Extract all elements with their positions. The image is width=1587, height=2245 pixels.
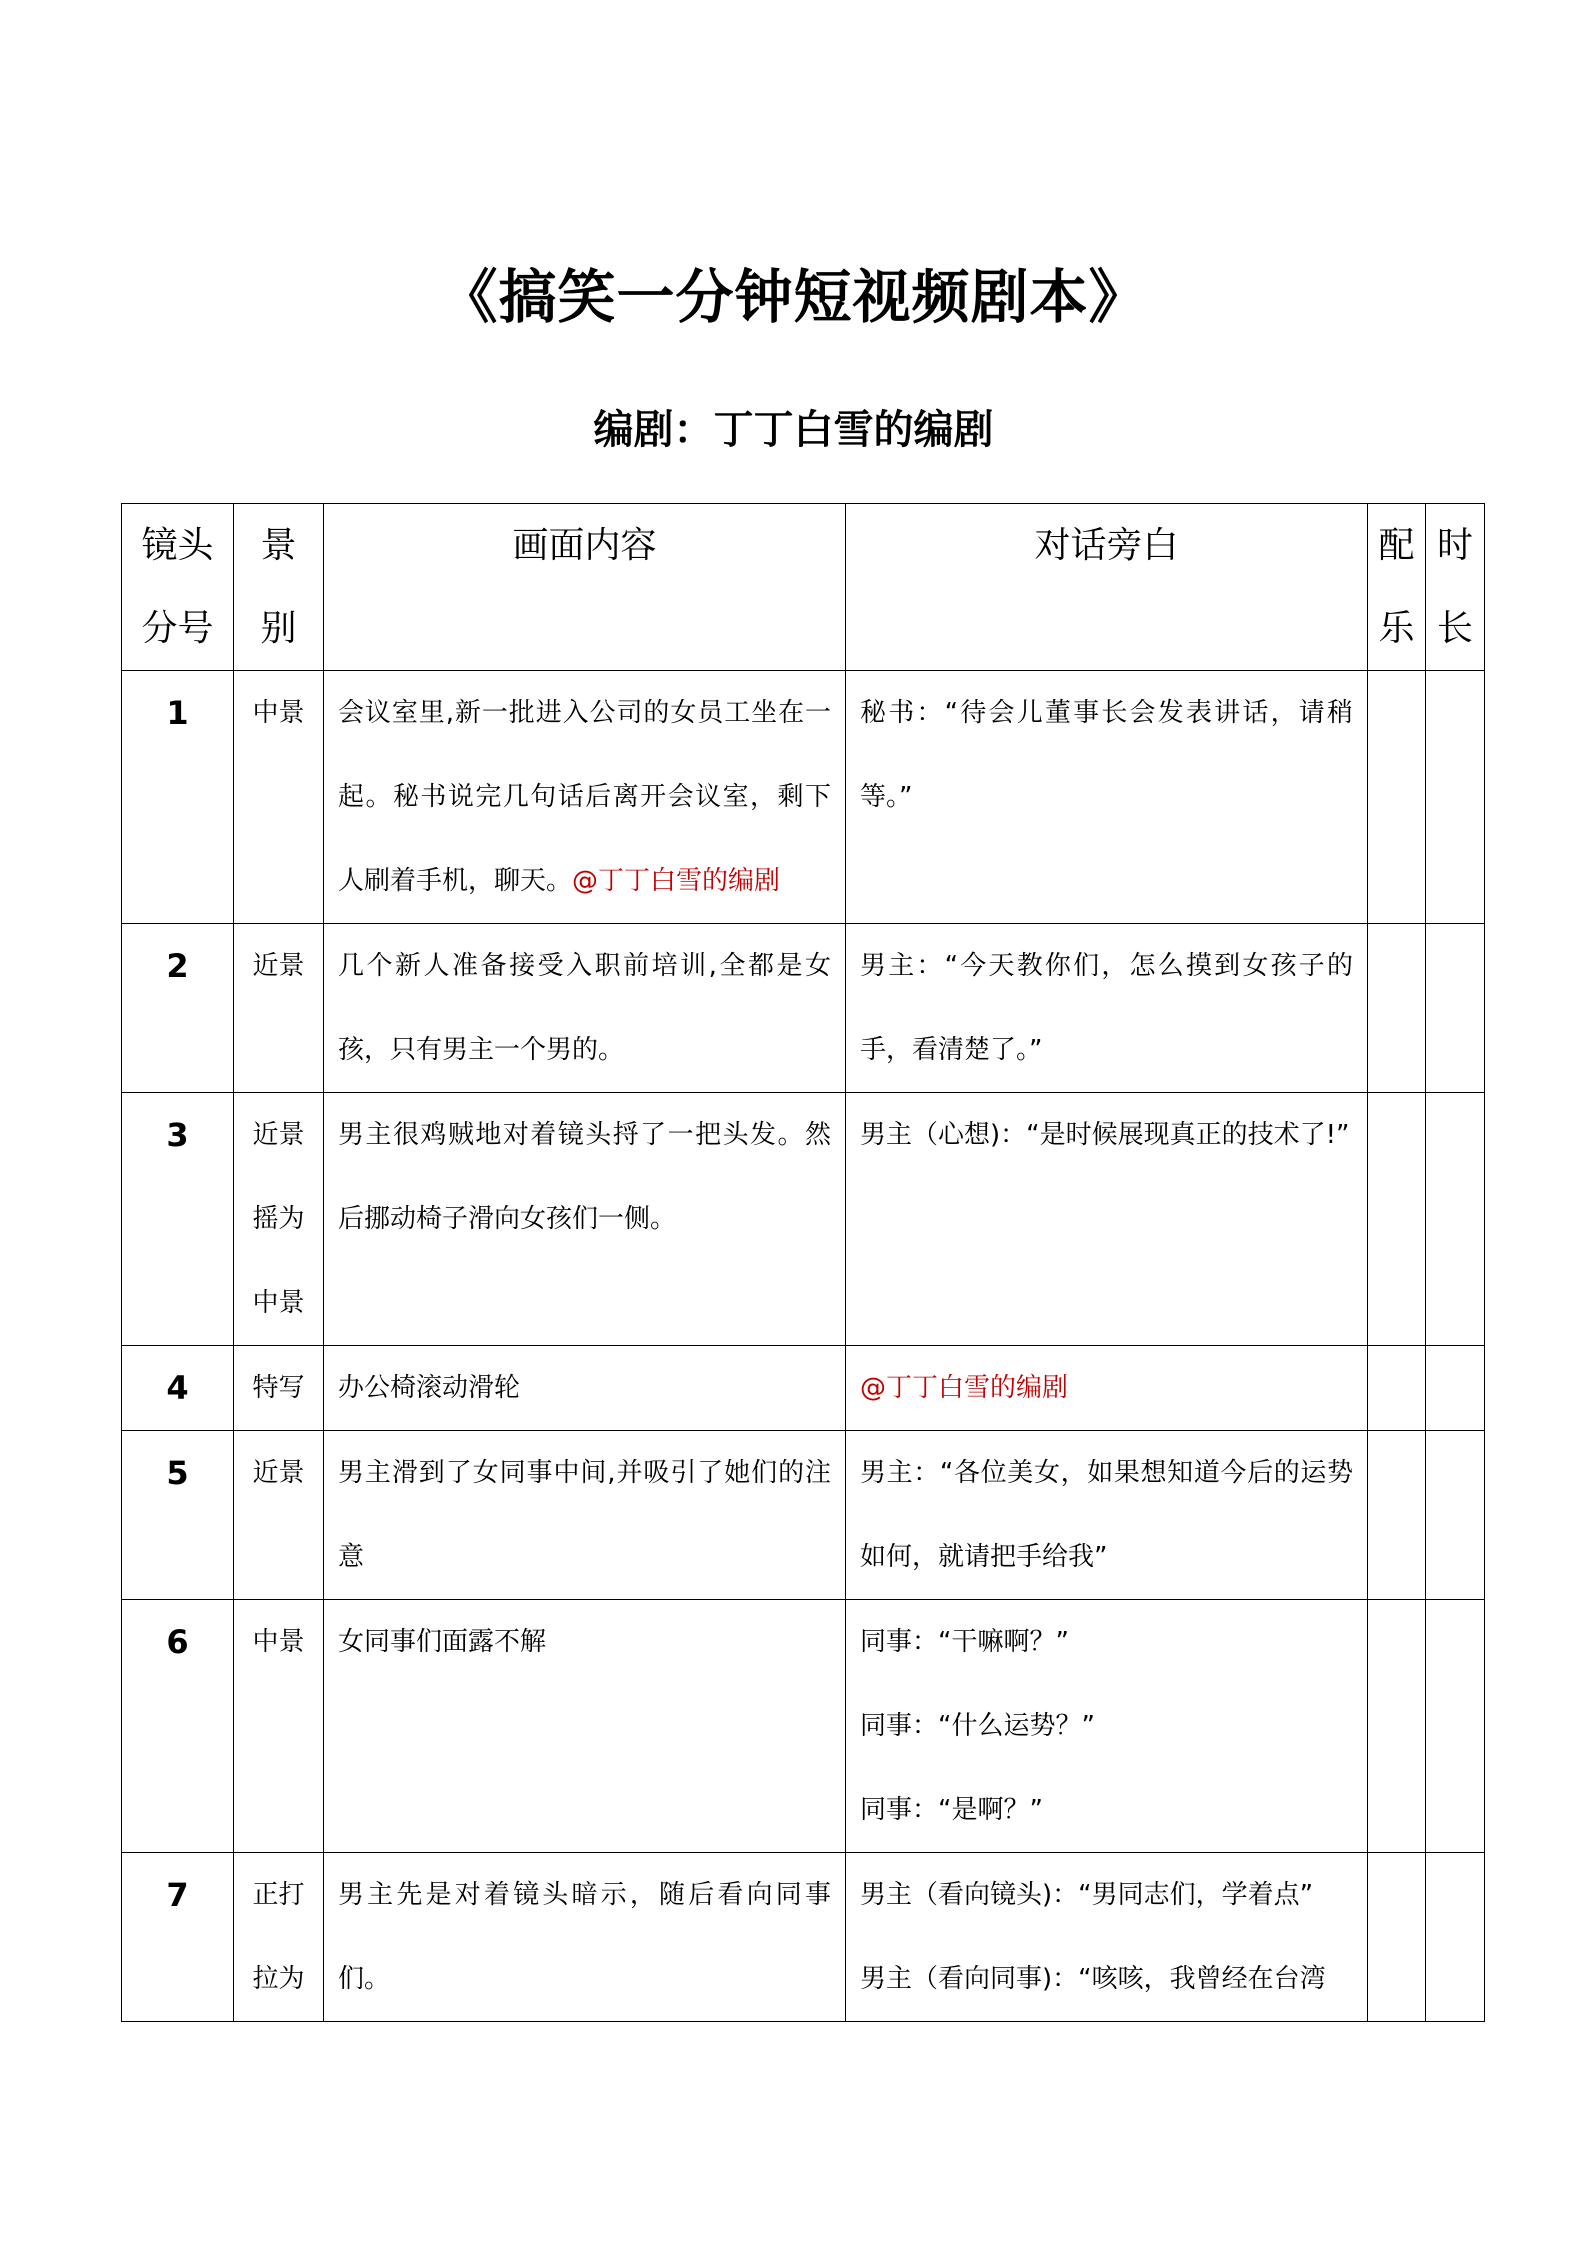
header-dialogue: 对话旁白 bbox=[846, 504, 1368, 671]
duration-cell bbox=[1426, 1853, 1485, 2022]
dialogue-cell: 男主（心想)：“是时候展现真正的技术了!” bbox=[846, 1093, 1368, 1346]
duration-cell bbox=[1426, 924, 1485, 1093]
music-cell bbox=[1368, 1853, 1426, 2022]
picture-content: 会议室里,新一批进入公司的女员工坐在一起。秘书说完几句话后离开会议室，剩下人刷着手机，聊天。@丁丁白雪的编剧 bbox=[324, 671, 846, 924]
scene-type: 正打 拉为 bbox=[234, 1853, 324, 2022]
table-row bbox=[122, 1600, 1485, 1853]
dialogue-cell bbox=[846, 1346, 1368, 1431]
scene-type: 近景 bbox=[234, 924, 324, 1093]
scene-type: 近景 bbox=[234, 1431, 324, 1600]
picture-content: 办公椅滚动滑轮 bbox=[324, 1346, 846, 1431]
document-subtitle: 编剧：丁丁白雪的编剧 bbox=[593, 407, 994, 453]
header-shot-number: 镜头 分号 bbox=[122, 504, 234, 671]
duration-cell bbox=[1426, 1346, 1485, 1431]
table-row bbox=[122, 1853, 1485, 2022]
scene-type: 中景 bbox=[234, 671, 324, 924]
dialogue-cell: 秘书：“待会儿董事长会发表讲话，请稍等。” bbox=[846, 671, 1368, 924]
header-music: 配 乐 bbox=[1368, 504, 1426, 671]
picture-content: 几个新人准备接受入职前培训,全都是女孩，只有男主一个男的。 bbox=[324, 924, 846, 1093]
duration-cell bbox=[1426, 1431, 1485, 1600]
music-cell bbox=[1368, 1431, 1426, 1600]
script-table bbox=[121, 503, 1485, 2022]
scene-type: 特写 bbox=[234, 1346, 324, 1431]
table-row bbox=[122, 1093, 1485, 1346]
table-row bbox=[122, 1346, 1485, 1431]
dialogue-cell: 男主：“各位美女，如果想知道今后的运势如何，就请把手给我” bbox=[846, 1431, 1368, 1600]
shot-number: 6 bbox=[122, 1600, 234, 1853]
music-cell bbox=[1368, 1346, 1426, 1431]
header-duration: 时 长 bbox=[1426, 504, 1485, 671]
picture-content: 女同事们面露不解 bbox=[324, 1600, 846, 1853]
table-row bbox=[122, 671, 1485, 924]
shot-number: 4 bbox=[122, 1346, 234, 1431]
shot-number: 3 bbox=[122, 1093, 234, 1346]
watermark-tag: @丁丁白雪的编剧 bbox=[572, 866, 781, 896]
dialogue-cell: 男主：“今天教你们，怎么摸到女孩子的手，看清楚了。” bbox=[846, 924, 1368, 1093]
dialogue-cell: 男主（看向镜头)：“男同志们，学着点” 男主（看向同事)：“咳咳，我曾经在台湾 bbox=[846, 1853, 1368, 2022]
picture-content: 男主很鸡贼地对着镜头捋了一把头发。然后挪动椅子滑向女孩们一侧。 bbox=[324, 1093, 846, 1346]
duration-cell bbox=[1426, 671, 1485, 924]
picture-content: 男主滑到了女同事中间,并吸引了她们的注意 bbox=[324, 1431, 846, 1600]
duration-cell bbox=[1426, 1093, 1485, 1346]
shot-number: 2 bbox=[122, 924, 234, 1093]
table-row bbox=[122, 924, 1485, 1093]
shot-number: 5 bbox=[122, 1431, 234, 1600]
music-cell bbox=[1368, 1600, 1426, 1853]
picture-content: 男主先是对着镜头暗示，随后看向同事们。 bbox=[324, 1853, 846, 2022]
table-header-row bbox=[122, 504, 1485, 671]
music-cell bbox=[1368, 671, 1426, 924]
header-picture-content: 画面内容 bbox=[324, 504, 846, 671]
dialogue-cell: 同事：“干嘛啊？” 同事：“什么运势？” 同事：“是啊？” bbox=[846, 1600, 1368, 1853]
scene-type: 中景 bbox=[234, 1600, 324, 1853]
music-cell bbox=[1368, 1093, 1426, 1346]
shot-number: 7 bbox=[122, 1853, 234, 2022]
table-row bbox=[122, 1431, 1485, 1600]
header-scene-type: 景 别 bbox=[234, 504, 324, 671]
document-title: 《搞笑一分钟短视频剧本》 bbox=[439, 263, 1148, 331]
watermark-tag: @丁丁白雪的编剧 bbox=[860, 1373, 1069, 1403]
duration-cell bbox=[1426, 1600, 1485, 1853]
scene-type: 近景 摇为 中景 bbox=[234, 1093, 324, 1346]
shot-number: 1 bbox=[122, 671, 234, 924]
music-cell bbox=[1368, 924, 1426, 1093]
